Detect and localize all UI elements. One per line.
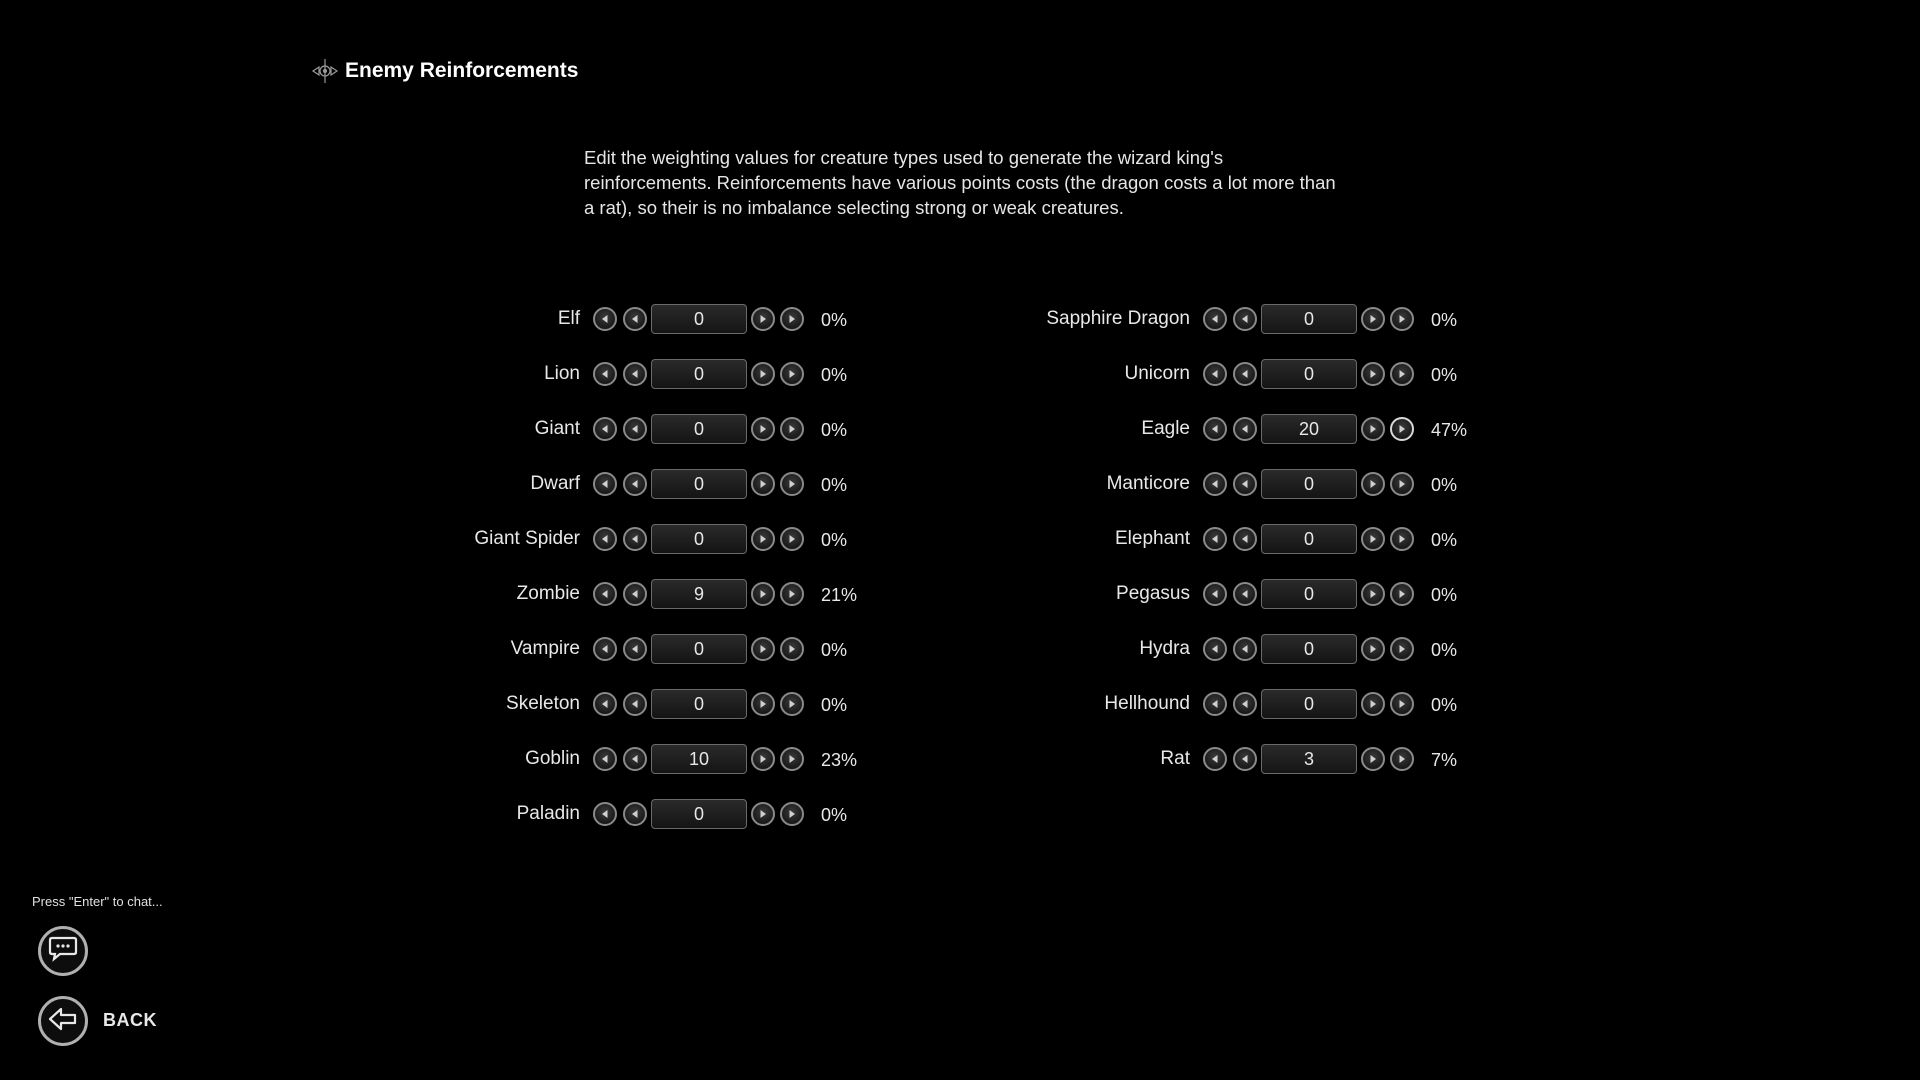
increase-button[interactable]: [751, 582, 775, 606]
decrease-button[interactable]: [1233, 582, 1257, 606]
decrease-large-button[interactable]: [1203, 307, 1227, 331]
creature-row-zombie: [380, 577, 900, 611]
weight-value-field[interactable]: 0: [651, 414, 747, 444]
weight-percent: 0%: [821, 420, 848, 440]
decrease-button[interactable]: [1233, 747, 1257, 771]
increase-large-button[interactable]: [1390, 527, 1414, 551]
creature-row-manticore: [990, 467, 1510, 501]
increase-large-button[interactable]: [780, 472, 804, 496]
arrow-left-icon: [599, 698, 611, 710]
arrow-left-icon: [1239, 533, 1251, 545]
increase-large-button[interactable]: [1390, 637, 1414, 661]
creature-label: Hellhound: [1104, 693, 1190, 714]
arrow-left-icon: [629, 753, 641, 765]
creature-row-paladin: [380, 797, 900, 831]
creature-label: Goblin: [525, 748, 580, 769]
increase-large-button[interactable]: [780, 747, 804, 771]
arrow-left-icon: [599, 753, 611, 765]
decrease-large-button[interactable]: [593, 802, 617, 826]
back-label[interactable]: BACK: [103, 1010, 157, 1030]
decrease-large-button[interactable]: [593, 472, 617, 496]
decrease-button[interactable]: [1233, 527, 1257, 551]
weight-percent: 0%: [821, 805, 848, 825]
arrow-left-icon: [599, 643, 611, 655]
increase-large-button[interactable]: [780, 692, 804, 716]
creature-label: Pegasus: [1116, 583, 1190, 604]
arrow-right-icon: [1396, 698, 1408, 710]
increase-large-button[interactable]: [780, 527, 804, 551]
decrease-button[interactable]: [1233, 417, 1257, 441]
creature-label: Giant Spider: [474, 528, 580, 549]
decrease-button[interactable]: [623, 802, 647, 826]
arrow-left-icon: [629, 313, 641, 325]
arrow-right-icon: [757, 533, 769, 545]
weight-value-field[interactable]: 0: [1261, 359, 1357, 389]
creature-label: Sapphire Dragon: [1046, 308, 1190, 329]
weight-value-field[interactable]: 0: [651, 634, 747, 664]
arrow-right-icon: [786, 368, 798, 380]
decrease-large-button[interactable]: [1203, 692, 1227, 716]
weight-percent: 0%: [1431, 365, 1458, 385]
weight-value-field[interactable]: 20: [1261, 414, 1357, 444]
increase-button[interactable]: [1361, 527, 1385, 551]
arrow-right-icon: [757, 698, 769, 710]
arrow-left-icon: [1239, 588, 1251, 600]
decrease-large-button[interactable]: [1203, 362, 1227, 386]
creature-row-giant: [380, 412, 900, 446]
increase-button[interactable]: [1361, 747, 1385, 771]
arrow-left-icon: [629, 643, 641, 655]
increase-button[interactable]: [1361, 692, 1385, 716]
weight-value-field[interactable]: 0: [651, 304, 747, 334]
arrow-left-icon: [629, 533, 641, 545]
arrow-left-icon: [599, 533, 611, 545]
increase-large-button[interactable]: [1390, 417, 1414, 441]
arrow-right-icon: [1396, 753, 1408, 765]
arrow-right-icon: [1396, 478, 1408, 490]
arrow-right-icon: [786, 313, 798, 325]
decrease-button[interactable]: [623, 637, 647, 661]
increase-large-button[interactable]: [780, 417, 804, 441]
increase-button[interactable]: [751, 637, 775, 661]
creature-row-pegasus: [990, 577, 1510, 611]
creature-row-sapphire-dragon: [990, 302, 1510, 336]
weight-value-field[interactable]: 0: [1261, 469, 1357, 499]
decrease-button[interactable]: [1233, 307, 1257, 331]
increase-button[interactable]: [751, 747, 775, 771]
creature-row-goblin: [380, 742, 900, 776]
arrow-right-icon: [786, 753, 798, 765]
creature-row-eagle: [990, 412, 1510, 446]
arrow-left-icon: [629, 478, 641, 490]
back-arrow-icon: [47, 1005, 79, 1038]
decrease-large-button[interactable]: [1203, 417, 1227, 441]
increase-large-button[interactable]: [780, 362, 804, 386]
weight-percent: 7%: [1431, 750, 1458, 770]
weight-value-field[interactable]: 0: [651, 689, 747, 719]
decrease-large-button[interactable]: [1203, 747, 1227, 771]
increase-button[interactable]: [1361, 307, 1385, 331]
creature-label: Rat: [1160, 748, 1190, 769]
decrease-large-button[interactable]: [593, 417, 617, 441]
ornament-icon: [311, 57, 339, 85]
increase-button[interactable]: [751, 417, 775, 441]
creature-row-vampire: [380, 632, 900, 666]
weight-value-field[interactable]: 10: [651, 744, 747, 774]
arrow-left-icon: [629, 423, 641, 435]
creature-row-skeleton: [380, 687, 900, 721]
weight-value-field[interactable]: 3: [1261, 744, 1357, 774]
arrow-right-icon: [786, 588, 798, 600]
creature-label: Skeleton: [506, 693, 580, 714]
weight-percent: 0%: [1431, 640, 1458, 660]
arrow-right-icon: [1396, 313, 1408, 325]
arrow-left-icon: [1239, 478, 1251, 490]
weight-percent: 0%: [1431, 310, 1458, 330]
arrow-left-icon: [629, 588, 641, 600]
creature-row-hydra: [990, 632, 1510, 666]
arrow-left-icon: [629, 698, 641, 710]
description-text: Edit the weighting values for creature types used to generate the wizard king's reinforcements. Reinforcements have various points costs (the dragon costs a lot more than a rat), so their is no imbalance selecting strong or weak creatures.: [584, 147, 1336, 218]
arrow-left-icon: [1209, 313, 1221, 325]
arrow-right-icon: [757, 643, 769, 655]
weight-value-field[interactable]: 0: [651, 469, 747, 499]
weight-percent: 0%: [821, 530, 848, 550]
arrow-right-icon: [1396, 588, 1408, 600]
arrow-right-icon: [757, 478, 769, 490]
arrow-left-icon: [1239, 698, 1251, 710]
increase-button[interactable]: [751, 802, 775, 826]
decrease-button[interactable]: [623, 362, 647, 386]
decrease-large-button[interactable]: [1203, 527, 1227, 551]
arrow-left-icon: [1209, 588, 1221, 600]
decrease-button[interactable]: [623, 417, 647, 441]
weight-percent: 21%: [821, 585, 858, 605]
increase-button[interactable]: [751, 472, 775, 496]
arrow-left-icon: [629, 368, 641, 380]
decrease-button[interactable]: [1233, 362, 1257, 386]
increase-button[interactable]: [1361, 582, 1385, 606]
decrease-large-button[interactable]: [1203, 582, 1227, 606]
decrease-large-button[interactable]: [1203, 472, 1227, 496]
weight-percent: 0%: [1431, 530, 1458, 550]
weight-percent: 0%: [1431, 585, 1458, 605]
arrow-left-icon: [1209, 753, 1221, 765]
creature-label: Vampire: [510, 638, 580, 659]
decrease-button[interactable]: [623, 307, 647, 331]
weight-percent: 23%: [821, 750, 858, 770]
arrow-right-icon: [786, 423, 798, 435]
creature-label: Giant: [534, 418, 580, 439]
increase-large-button[interactable]: [780, 582, 804, 606]
arrow-left-icon: [599, 808, 611, 820]
arrow-right-icon: [757, 423, 769, 435]
arrow-right-icon: [757, 368, 769, 380]
arrow-right-icon: [786, 643, 798, 655]
decrease-large-button[interactable]: [593, 582, 617, 606]
decrease-button[interactable]: [623, 527, 647, 551]
arrow-left-icon: [1239, 423, 1251, 435]
arrow-right-icon: [757, 808, 769, 820]
arrow-right-icon: [1367, 643, 1379, 655]
creature-label: Dwarf: [530, 473, 580, 494]
arrow-right-icon: [1367, 313, 1379, 325]
chat-hint-text: Press "Enter" to chat...: [32, 894, 163, 909]
decrease-large-button[interactable]: [1203, 637, 1227, 661]
arrow-right-icon: [1396, 643, 1408, 655]
arrow-left-icon: [1209, 423, 1221, 435]
weight-value-field[interactable]: 0: [1261, 524, 1357, 554]
arrow-right-icon: [786, 533, 798, 545]
decrease-large-button[interactable]: [593, 637, 617, 661]
creature-row-unicorn: [990, 357, 1510, 391]
page-header: [311, 57, 578, 85]
increase-button[interactable]: [751, 307, 775, 331]
weight-value-field[interactable]: 0: [651, 359, 747, 389]
creature-label: Hydra: [1139, 638, 1190, 659]
creature-row-rat: [990, 742, 1510, 776]
decrease-button[interactable]: [623, 472, 647, 496]
increase-button[interactable]: [751, 527, 775, 551]
arrow-right-icon: [1367, 588, 1379, 600]
weight-value-field[interactable]: 0: [1261, 579, 1357, 609]
arrow-left-icon: [1209, 368, 1221, 380]
decrease-large-button[interactable]: [593, 527, 617, 551]
creature-label: Elephant: [1114, 528, 1190, 549]
weight-percent: 0%: [821, 310, 848, 330]
arrow-right-icon: [786, 808, 798, 820]
increase-large-button[interactable]: [1390, 582, 1414, 606]
creature-row-elf: [380, 302, 900, 336]
increase-large-button[interactable]: [780, 637, 804, 661]
weight-percent: 0%: [821, 695, 848, 715]
weight-percent: 0%: [1431, 695, 1458, 715]
decrease-button[interactable]: [1233, 637, 1257, 661]
arrow-left-icon: [1239, 313, 1251, 325]
increase-large-button[interactable]: [1390, 692, 1414, 716]
decrease-button[interactable]: [1233, 692, 1257, 716]
arrow-left-icon: [1239, 643, 1251, 655]
creature-label: Zombie: [516, 583, 580, 604]
creature-row-lion: [380, 357, 900, 391]
arrow-left-icon: [599, 588, 611, 600]
increase-button[interactable]: [751, 692, 775, 716]
increase-large-button[interactable]: [1390, 307, 1414, 331]
decrease-large-button[interactable]: [593, 362, 617, 386]
arrow-right-icon: [786, 698, 798, 710]
increase-button[interactable]: [1361, 417, 1385, 441]
decrease-button[interactable]: [623, 692, 647, 716]
increase-large-button[interactable]: [1390, 362, 1414, 386]
arrow-left-icon: [1239, 368, 1251, 380]
arrow-right-icon: [757, 753, 769, 765]
arrow-right-icon: [1367, 698, 1379, 710]
arrow-right-icon: [786, 478, 798, 490]
arrow-left-icon: [599, 478, 611, 490]
decrease-large-button[interactable]: [593, 307, 617, 331]
arrow-left-icon: [599, 423, 611, 435]
creature-label: Lion: [544, 363, 580, 384]
increase-large-button[interactable]: [1390, 472, 1414, 496]
arrow-left-icon: [1209, 643, 1221, 655]
arrow-left-icon: [629, 808, 641, 820]
arrow-left-icon: [1209, 533, 1221, 545]
weight-value-field[interactable]: 0: [1261, 304, 1357, 334]
weight-value-field[interactable]: 9: [651, 579, 747, 609]
creature-row-giant-spider: [380, 522, 900, 556]
weight-value-field[interactable]: 0: [651, 524, 747, 554]
increase-button[interactable]: [1361, 637, 1385, 661]
arrow-left-icon: [599, 368, 611, 380]
increase-large-button[interactable]: [1390, 747, 1414, 771]
creature-label: Eagle: [1141, 418, 1190, 439]
page-title: Enemy Reinforcements: [345, 59, 579, 82]
decrease-large-button[interactable]: [593, 747, 617, 771]
weight-percent: 0%: [821, 640, 848, 660]
weight-percent: 0%: [821, 365, 848, 385]
weight-percent: 0%: [1431, 475, 1458, 495]
weight-value-field[interactable]: 0: [651, 799, 747, 829]
increase-large-button[interactable]: [780, 307, 804, 331]
arrow-right-icon: [1367, 533, 1379, 545]
weight-percent: 47%: [1431, 420, 1468, 440]
creature-row-dwarf: [380, 467, 900, 501]
arrow-right-icon: [1396, 533, 1408, 545]
creature-label: Manticore: [1106, 473, 1190, 494]
creature-row-hellhound: [990, 687, 1510, 721]
arrow-right-icon: [1367, 478, 1379, 490]
weight-percent: 0%: [821, 475, 848, 495]
arrow-left-icon: [599, 313, 611, 325]
arrow-right-icon: [757, 588, 769, 600]
increase-button[interactable]: [1361, 362, 1385, 386]
decrease-button[interactable]: [623, 582, 647, 606]
creature-label: Paladin: [516, 803, 580, 824]
weight-value-field[interactable]: 0: [1261, 689, 1357, 719]
back-button[interactable]: [38, 996, 88, 1046]
creature-label: Elf: [557, 308, 580, 329]
arrow-right-icon: [1367, 753, 1379, 765]
arrow-left-icon: [1239, 753, 1251, 765]
increase-large-button[interactable]: [780, 802, 804, 826]
decrease-button[interactable]: [623, 747, 647, 771]
arrow-right-icon: [1367, 423, 1379, 435]
weight-value-field[interactable]: 0: [1261, 634, 1357, 664]
chat-button[interactable]: [38, 926, 88, 976]
chat-bubble-icon: [48, 935, 78, 968]
arrow-right-icon: [1396, 368, 1408, 380]
arrow-right-icon: [1396, 423, 1408, 435]
increase-button[interactable]: [1361, 472, 1385, 496]
arrow-left-icon: [1209, 698, 1221, 710]
arrow-right-icon: [1367, 368, 1379, 380]
decrease-button[interactable]: [1233, 472, 1257, 496]
decrease-large-button[interactable]: [593, 692, 617, 716]
creature-label: Unicorn: [1124, 363, 1190, 384]
increase-button[interactable]: [751, 362, 775, 386]
arrow-left-icon: [1209, 478, 1221, 490]
creature-row-elephant: [990, 522, 1510, 556]
arrow-right-icon: [757, 313, 769, 325]
